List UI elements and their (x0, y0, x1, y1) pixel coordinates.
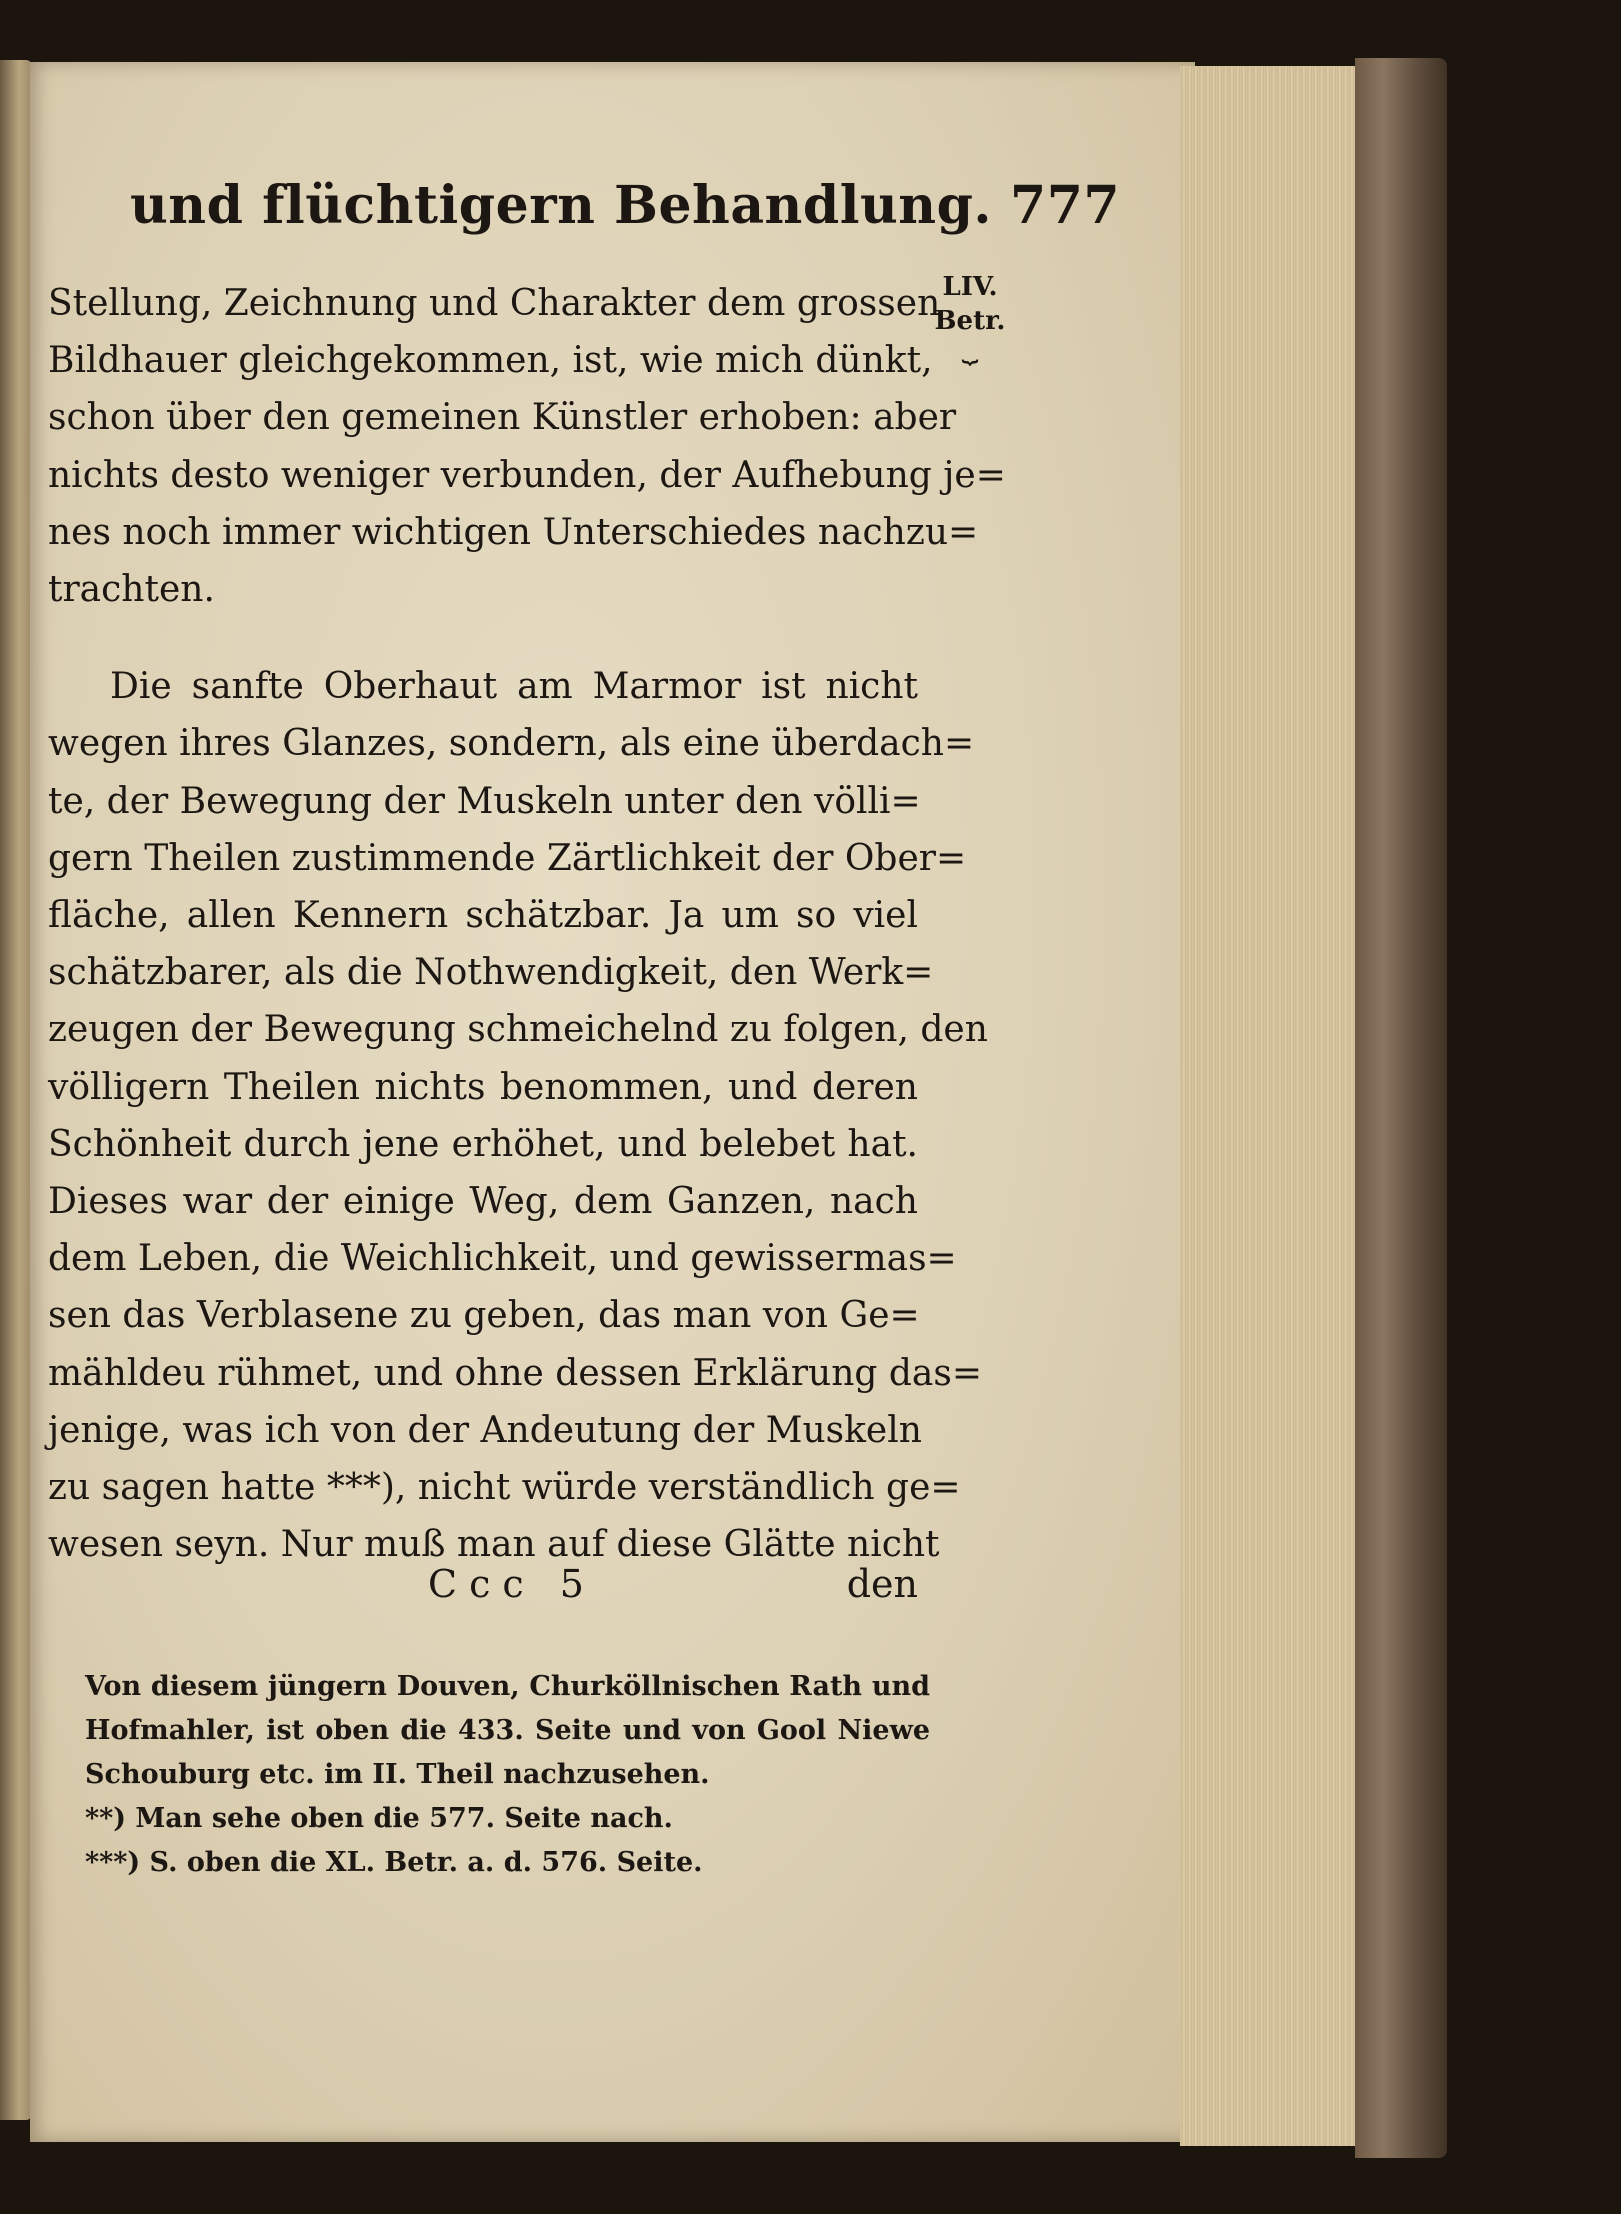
margin-note-label: Betr. (934, 306, 1006, 336)
margin-brace-icon: ⏟ (961, 331, 979, 364)
footnote-line: Hofmahler, ist oben die 433. Seite und von Gool Niewe (85, 1715, 930, 1746)
text-line: Bildhauer gleichgekommen, ist, wie mich dünkt, (48, 340, 933, 382)
text-line: Schönheit durch jene erhöhet, und belebet hat. (48, 1123, 918, 1165)
text-line: Dieses war der einige Weg, dem Ganzen, nach (48, 1181, 918, 1223)
text-line: wesen seyn. Nur muß man auf diese Glätte nicht (48, 1524, 940, 1566)
text-line: wegen ihres Glanzes, sondern, als eine überdach= (48, 723, 975, 765)
text-line: nes noch immer wichtigen Unterschiedes nachzu= (48, 511, 979, 553)
footnotes (85, 1665, 930, 1885)
running-header (130, 175, 1121, 236)
text-line: mähldeu rühmet, und ohne dessen Erklärung das= (48, 1352, 983, 1394)
text-line: fläche, allen Kennern schätzbar. Ja um so viel (48, 895, 918, 937)
book-cover-edge (1355, 58, 1447, 2158)
text-line: Stellung, Zeichnung und Charakter dem grossen (48, 283, 941, 324)
margin-note-numeral: LIV. (942, 272, 998, 302)
text-line: schon über den gemeinen Künstler erhoben: aber (48, 397, 957, 439)
text-line: völligern Theilen nichts benommen, und deren (48, 1066, 918, 1108)
text-line: jenige, was ich von der Andeutung der Muskeln (48, 1409, 922, 1451)
footnote-line: Von diesem jüngern Douven, Churköllnischen Rath und (85, 1671, 930, 1702)
signature-mark: Ccc 5 (428, 1562, 596, 1606)
paragraph-gap (48, 618, 918, 658)
text-line: nichts desto weniger verbunden, der Aufhebung je= (48, 454, 1006, 496)
text-line: sen das Verblasene zu geben, das man von Ge= (48, 1295, 920, 1337)
text-line: trachten. (48, 569, 215, 611)
footnote-line: Schouburg etc. im II. Theil nachzusehen. (85, 1759, 710, 1790)
text-line: schätzbarer, als die Nothwendigkeit, den Werk= (48, 952, 934, 994)
text-line: dem Leben, die Weichlichkeit, und gewissermas= (48, 1238, 957, 1280)
catchword: den (846, 1562, 918, 1606)
header-title: und flüchtigern Behandlung. (130, 175, 993, 236)
text-line: gern Theilen zustimmende Zärtlichkeit der Ober= (48, 837, 967, 879)
page-number: 777 (1010, 175, 1121, 236)
text-line: zeugen der Bewegung schmeichelnd zu folgen, den (48, 1009, 988, 1051)
footnote-line: **) Man sehe oben die 577. Seite nach. (85, 1803, 673, 1834)
signature-row (48, 1562, 918, 1612)
text-line: Die sanfte Oberhaut am Marmor ist nicht (110, 666, 918, 708)
footnote-line: ***) S. oben die XL. Betr. a. d. 576. Seite. (85, 1847, 703, 1878)
previous-page-edge (0, 60, 32, 2120)
text-line: te, der Bewegung der Muskeln unter den völli= (48, 780, 921, 822)
text-line: zu sagen hatte ***), nicht würde verständlich ge= (48, 1467, 961, 1509)
page-block-edge (1180, 66, 1368, 2146)
